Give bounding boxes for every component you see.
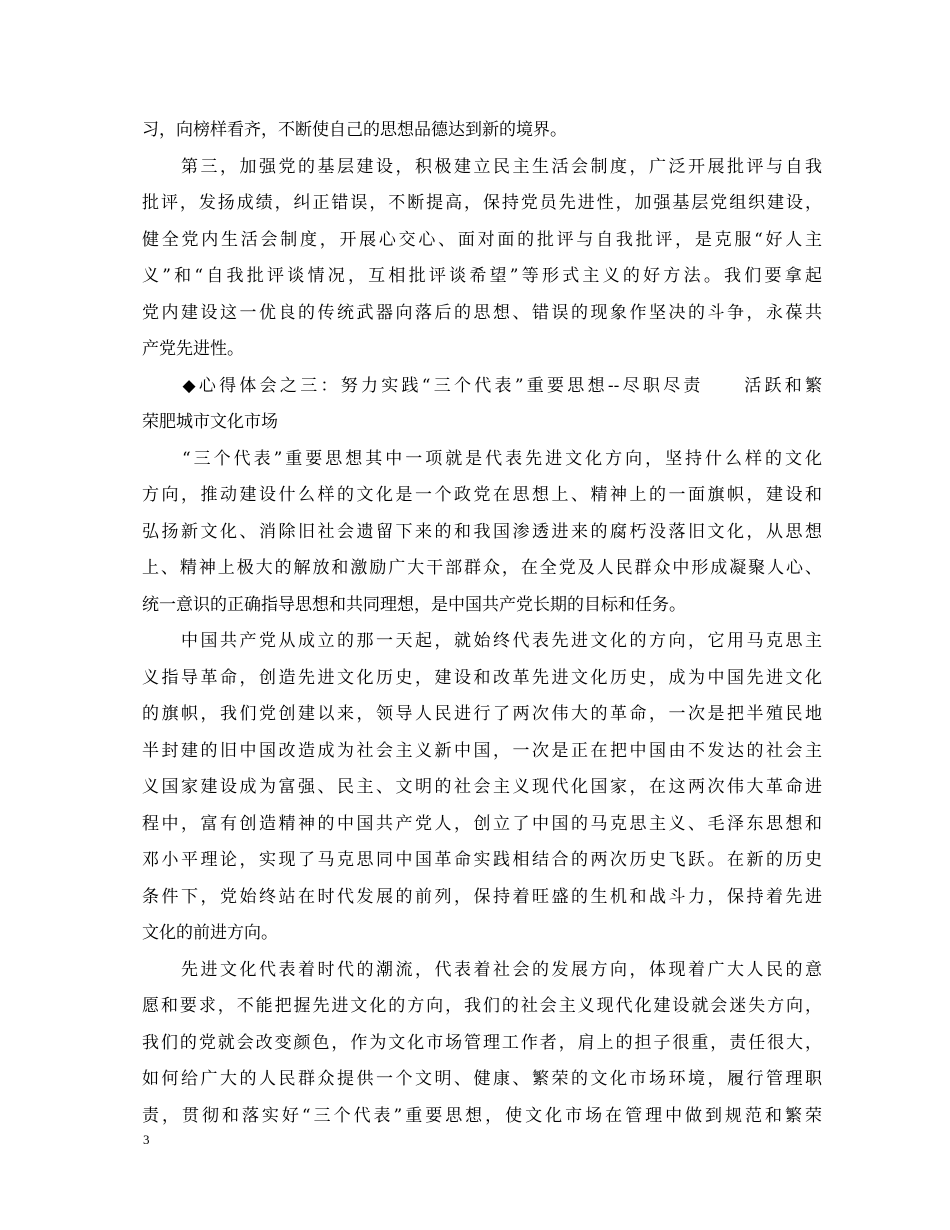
text-line: 程中，富有创造精神的中国共产党人，创立了中国的马克思主义、毛泽东思想和 <box>142 813 822 834</box>
text-line: 统一意识的正确指导思想和共同理想，是中国共产党长期的目标和任务。 <box>142 594 686 615</box>
text-line: 愿和要求，不能把握先进文化的方向，我们的社会主义现代化建设就会迷失方向， <box>142 996 822 1016</box>
text-line: 健全党内生活会制度，开展心交心、面对面的批评与自我批评，是克服“好人主 <box>142 229 822 250</box>
text-line: 的旗帜，我们党创建以来，领导人民进行了两次伟大的革命，一次是把半殖民地 <box>142 704 822 724</box>
text-line: 上、精神上极大的解放和激励广大干部群众，在全党及人民群众中形成凝聚人心、 <box>142 558 822 578</box>
text-line: 荣肥城市文化市场 <box>142 412 278 432</box>
text-line: 产党先进性。 <box>142 339 244 359</box>
text-line: 如何给广大的人民群众提供一个文明、健康、繁荣的文化市场环境，履行管理职 <box>142 1069 822 1089</box>
text-line: 中国共产党从成立的那一天起，就始终代表先进文化的方向，它用马克思主 <box>142 631 822 651</box>
text-line: 党内建设这一优良的传统武器向落后的思想、错误的现象作坚决的斗争，永葆共 <box>142 302 822 323</box>
text-line: 半封建的旧中国改造成为社会主义新中国，一次是正在把中国由不发达的社会主 <box>142 740 822 761</box>
text-line: 责，贯彻和落实好“三个代表”重要思想，使文化市场在管理中做到规范和繁荣 <box>142 1105 822 1126</box>
text-line: 弘扬新文化、消除旧社会遗留下来的和我国渗透进来的腐朽没落旧文化，从思想 <box>142 521 822 542</box>
text-line: 义国家建设成为富强、民主、文明的社会主义现代化国家，在这两次伟大革命进 <box>142 777 822 797</box>
text-line: “三个代表”重要思想其中一项就是代表先进文化方向，坚持什么样的文化 <box>142 448 822 469</box>
text-line: 先进文化代表着时代的潮流，代表着社会的发展方向，体现着广大人民的意 <box>142 959 822 980</box>
text-line: 方向，推动建设什么样的文化是一个政党在思想上、精神上的一面旗帜，建设和 <box>142 485 822 505</box>
text-line: 我们的党就会改变颜色，作为文化市场管理工作者，肩上的担子很重，责任很大， <box>142 1032 822 1053</box>
text-line: 第三，加强党的基层建设，积极建立民主生活会制度，广泛开展批评与自我 <box>142 156 822 177</box>
text-line: 批评，发扬成绩，纠正错误，不断提高，保持党员先进性，加强基层党组织建设， <box>142 193 822 213</box>
text-line: 文化的前进方向。 <box>142 923 278 943</box>
page-number: 3 <box>143 1132 150 1147</box>
text-line: 条件下，党始终站在时代发展的前列，保持着旺盛的生机和战斗力，保持着先进 <box>142 886 822 907</box>
text-line: 习，向榜样看齐，不断使自己的思想品德达到新的境界。 <box>142 120 567 140</box>
text-line: 义指导革命，创造先进文化历史，建设和改革先进文化历史，成为中国先进文化 <box>142 667 822 688</box>
text-line: 义”和“自我批评谈情况，互相批评谈希望”等形式主义的好方法。我们要拿起 <box>142 266 822 286</box>
body-text <box>142 112 822 1134</box>
text-line: 邓小平理论，实现了马克思同中国革命实践相结合的两次历史飞跃。在新的历史 <box>142 850 822 870</box>
text-line: ◆心得体会之三：努力实践“三个代表”重要思想--尽职尽责 活跃和繁 <box>142 375 822 396</box>
